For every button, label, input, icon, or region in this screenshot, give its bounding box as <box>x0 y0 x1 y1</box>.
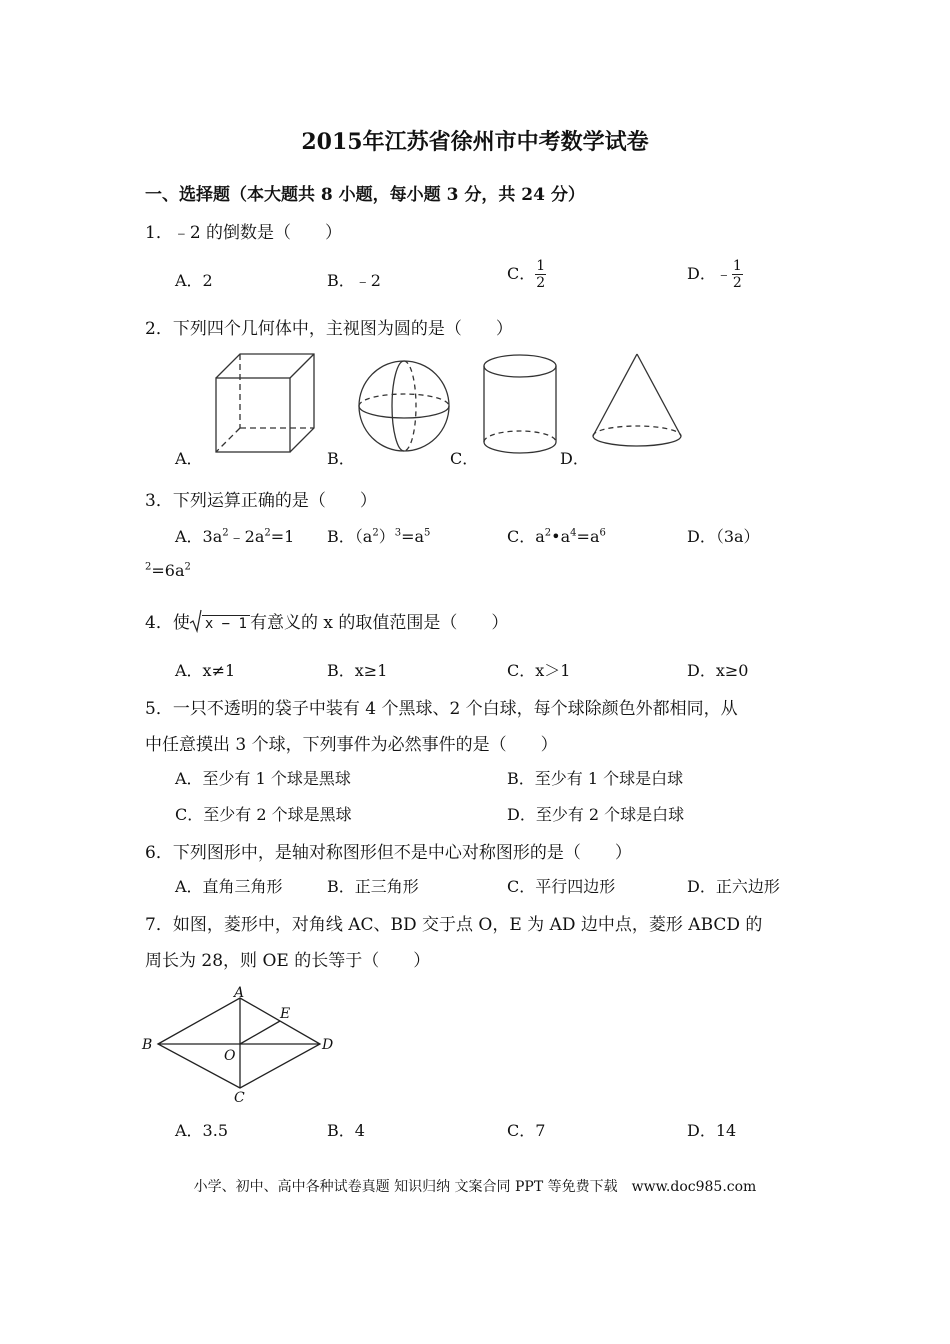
q7-option-d: D．14 <box>687 1121 737 1140</box>
exponent: 2 <box>145 561 152 573</box>
q1-option-c-prefix: C． <box>507 264 536 283</box>
fraction <box>732 258 743 291</box>
exponent: 4 <box>570 527 577 539</box>
question-5-stem-line2: 中任意摸出 3 个球，下列事件为必然事件的是（ ） <box>145 735 558 755</box>
q4-option-a: A．x≠1 <box>175 661 236 680</box>
point-label-b: B <box>142 1037 153 1053</box>
exponent: 6 <box>599 527 606 539</box>
text: C．a <box>507 527 545 546</box>
text: ） <box>378 527 395 546</box>
q7-option-b: B．4 <box>327 1121 365 1140</box>
q2-option-b: B． <box>327 449 355 468</box>
exponent: 2 <box>264 527 271 539</box>
fraction-numerator: 1 <box>732 258 742 274</box>
text: A．3a <box>175 527 223 546</box>
q3-option-d-wrap <box>145 561 191 580</box>
exponent: 2 <box>544 527 552 539</box>
question-6-stem: 6．下列图形中，是轴对称图形但不是中心对称图形的是（ ） <box>145 843 632 863</box>
exponent: 2 <box>184 561 191 573</box>
page-title: 2015年江苏省徐州市中考数学试卷 <box>301 129 649 155</box>
q3-option-a <box>175 524 294 547</box>
question-4-stem <box>145 608 508 633</box>
q7-option-a: A．3.5 <box>175 1121 229 1140</box>
question-7-stem-line1: 7．如图，菱形中，对角线 AC、BD 交于点 O，E 为 AD 边中点，菱形 ABCD 的 <box>145 915 763 935</box>
point-label-o: O <box>224 1048 236 1064</box>
exponent: 2 <box>222 527 229 539</box>
question-3-stem: 3．下列运算正确的是（ ） <box>145 491 377 511</box>
q3-option-c <box>507 524 606 547</box>
q4-option-c: C．x＞1 <box>507 661 571 680</box>
q5-option-a: A．至少有 1 个球是黑球 <box>175 769 351 788</box>
q2-option-a: A． <box>175 449 203 468</box>
q1-option-b: B．﹣2 <box>327 271 381 290</box>
radicand: x − 1 <box>202 615 250 632</box>
q4-option-b: B．x≥1 <box>327 661 388 680</box>
q5-option-c: C．至少有 2 个球是黑球 <box>175 805 352 824</box>
q1-option-d <box>687 258 743 291</box>
q5-option-d: D．至少有 2 个球是白球 <box>507 805 685 824</box>
fraction-numerator: 1 <box>536 258 546 274</box>
cone-figure <box>590 352 684 452</box>
point-label-e: E <box>280 1006 291 1022</box>
text: =a <box>576 527 600 546</box>
section-heading: 一、选择题（本大题共 8 小题，每小题 3 分，共 24 分） <box>145 185 585 205</box>
point-label-a: A <box>234 985 245 1001</box>
fraction-denominator: 2 <box>732 275 742 291</box>
q1-option-a: A．2 <box>175 271 213 290</box>
exponent: 5 <box>424 527 431 539</box>
cylinder-figure <box>480 352 560 456</box>
text: =6a <box>151 561 185 580</box>
text: •a <box>551 527 571 546</box>
q4-option-d: D．x≥0 <box>687 661 749 680</box>
text: B．（a <box>327 527 373 546</box>
q6-option-d: D．正六边形 <box>687 877 780 896</box>
question-5-stem-line1: 5．一只不透明的袋子中装有 4 个黑球、2 个白球，每个球除颜色外都相同，从 <box>145 699 738 719</box>
text: 有意义的 x 的取值范围是（ ） <box>249 613 509 633</box>
q2-option-c: C． <box>450 449 479 468</box>
text: ﹣2a <box>228 527 265 546</box>
q1-option-c <box>507 258 546 291</box>
cube-figure <box>210 348 320 458</box>
footer-text: 小学、初中、高中各种试卷真题 知识归纳 文案合同 PPT 等免费下载 www.doc985.com <box>193 1179 757 1195</box>
text: 4．使 <box>145 613 190 633</box>
question-1-stem: 1．﹣2 的倒数是（ ） <box>145 223 343 243</box>
text: =1 <box>270 527 295 546</box>
point-label-c: C <box>234 1090 245 1106</box>
q6-option-b: B．正三角形 <box>327 877 419 896</box>
point-label-d: D <box>322 1037 334 1053</box>
sphere-figure <box>356 358 452 454</box>
exponent: 2 <box>372 527 379 539</box>
rhombus-figure <box>140 982 340 1106</box>
square-root <box>190 610 250 632</box>
q5-option-b: B．至少有 1 个球是白球 <box>507 769 684 788</box>
text: =a <box>401 527 425 546</box>
radical-sign-icon <box>190 610 202 632</box>
question-7-stem-line2: 周长为 28，则 OE 的长等于（ ） <box>145 951 431 971</box>
q3-option-b <box>327 524 430 547</box>
question-2-stem: 2．下列四个几何体中，主视图为圆的是（ ） <box>145 319 513 339</box>
q2-option-d: D． <box>560 449 589 468</box>
fraction <box>535 258 546 291</box>
q6-option-a: A．直角三角形 <box>175 877 283 896</box>
q6-option-c: C．平行四边形 <box>507 877 616 896</box>
fraction-denominator: 2 <box>536 275 546 291</box>
q7-option-c: C．7 <box>507 1121 546 1140</box>
q1-option-d-prefix: D．﹣ <box>687 264 732 283</box>
exponent: 3 <box>394 527 402 539</box>
q3-option-d: D．（3a） <box>687 527 760 546</box>
